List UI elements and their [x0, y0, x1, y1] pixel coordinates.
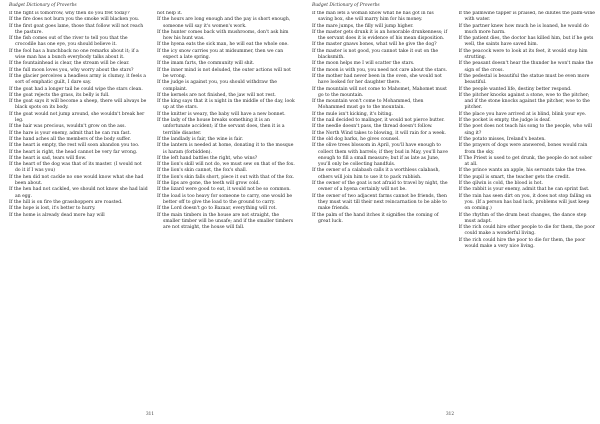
proverb-entry: If the hope is lost, it's better to hurry.: [9, 206, 96, 212]
proverb-entry: If the heart of the dog was that of its master. (I would not do it if I was you): [9, 162, 142, 174]
proverb-entry: If the prayers of dogs were answered, bones would rain from the sky.: [458, 143, 588, 155]
proverb-entry: If the mother had never been in the oven, she would not have looked for her daughter there.: [312, 73, 442, 86]
proverb-entry: If the pitcher knocks against a stone, woe to the pitcher; and if the stone knocks against the pitcher, woe to the pitcher.: [458, 92, 590, 111]
proverb-entry: If the lion's skill will not do, we must sew on that of the fox.: [157, 162, 295, 168]
proverb-entry: If the lady of the house breaks something it is an unfortunate accident; if the servant does, then it is a terrible disaster.: [157, 118, 285, 136]
column-right: [459, 11, 597, 402]
proverb-entry: If the fight is tomorrow, why then do you fret today?: [9, 11, 130, 16]
proverb-entry: If the moon helps me I will scatter the stars.: [312, 61, 415, 67]
proverb-entry: If the hyena eats the sick man, he will eat the whole one.: [157, 42, 289, 48]
proverb-entry: If the goat rejects the grass, its belly is full.: [9, 92, 110, 98]
proverb-entry: If the owner of a calabash calls it a worthless calabash, others will join him to use it to pack rubbish.: [312, 168, 440, 180]
proverb-entry: If the poet does not teach his song to the people, who will sing it?: [458, 124, 593, 136]
proverb-entry: If the master is not good, you cannot take it out on the blacksmith.: [312, 48, 439, 61]
proverb-entry: If the pupil is smart, the teacher gets the credit.: [458, 174, 570, 180]
proverb-entry: If the hunter comes back with mushrooms, don't ask him how his hunt was.: [157, 29, 289, 42]
proverb-entry: If the palmwine tapper is praised, he dilutes the palm-wine with water.: [458, 11, 595, 23]
proverb-entry: If the heart is right, the head cannot be very far wrong.: [9, 149, 138, 155]
proverb-entry: If the North Wind takes to blowing, it will rain for a week.: [312, 130, 446, 136]
proverb-entry: If the pedestal is beautiful the statue must be even more beautiful.: [458, 73, 590, 86]
proverb-entry: If the landlady is fair, the wine is fair.: [157, 136, 244, 142]
proverb-entry: If the potato misses, Ireland's beaten.: [458, 136, 546, 142]
proverb-entry: If the hair was precious, wouldn't grow on the ass.: [9, 124, 126, 130]
proverb-entry: If the hours are long enough and the pay is short enough, someone will say it's women's work.: [157, 17, 291, 29]
proverb-entry: If the kernels are not finished, the jaw will not rest.: [157, 92, 276, 98]
proverb-entry: If the mountain will not come to Mahomet, Mahomet must go to the mountain.: [312, 86, 447, 98]
proverb-entry: If the judge is against you, you should withdraw the complaint.: [157, 80, 277, 92]
proverb-entry: If the rich could hire other people to die for them, the poor could make a wonderful living.: [458, 225, 595, 237]
proverb-entry: If the first goat goes lame, those that follow will not reach the pasture.: [9, 23, 144, 35]
proverb-entry: If the people wanted life, destiny better respond.: [458, 86, 572, 92]
column-right: [157, 11, 296, 402]
proverb-entry: If the goat had a longer tail he could wipe the stars clean.: [9, 86, 143, 92]
proverb-entry: If the glacier perceives a headless army is clumsy, it feels a sort of emphatic guilt, I dare say.: [9, 73, 146, 86]
right-page: [300, 0, 600, 424]
proverb-entry: If the rhythm of the drum beat changes, the dance step must adapt.: [458, 212, 587, 224]
proverb-entry: If the fire does not burn you the smoke will blacken you.: [9, 17, 140, 23]
proverb-entry: If the load is too heavy for someone to carry, one would be better off to give the load to the ground to carry.: [157, 193, 293, 205]
proverb-entry: If the knitter is weary, the baby will have a new bonnet.: [157, 111, 286, 117]
proverb-entry: If the mare jumps, the filly will jump higher.: [312, 23, 414, 29]
proverb-entry: If the fish comes out of the river to tell you that the crocodile has one eye, you should believe it.: [9, 36, 128, 48]
page-number: 311: [146, 411, 154, 416]
proverb-entry: If the old dog barks, he gives counsel.: [312, 136, 400, 142]
proverb-entry: If the peacock were to look at its feet, it would stop him strutting.: [458, 48, 588, 61]
proverb-entry: If the needle doesn't pass, the thread doesn't follow.: [312, 124, 433, 130]
proverb-entry: If the home is already dead more hay will: [9, 212, 105, 218]
column-left: [312, 11, 450, 402]
proverb-entry: If the moon is with you, you need not care about the stars.: [312, 67, 448, 73]
page-number: 312: [446, 411, 454, 416]
proverb-entry: If the hen did not cackle no one would know what she had been about.: [9, 174, 144, 187]
proverb-entry: If the owner of two adjacent farms cannot be friends, then they must wait till their next reincarnation to be able to make friends.: [312, 193, 447, 212]
proverb-entry: If the pocket is empty, the judge is deaf.: [458, 118, 551, 124]
running-head: Budget Dictionary of Proverbs: [9, 3, 77, 8]
proverb-entry: If the goat says it will become a sheep, there will always be black spots on its body.: [9, 99, 147, 111]
proverb-entry: If the master gets drunk it is an honorable drunkenness; if the servant does it is evidence of his mean disposition.: [312, 29, 448, 42]
proverb-entry: If the rabbit is your enemy, admit that he can sprint fast.: [458, 187, 590, 193]
proverb-entry: If the hen had not cackled, we should not know she had laid an egg.: [9, 187, 148, 199]
proverb-entry: not help it.: [157, 11, 183, 16]
proverb-entry: If the icy snow carries you at midsummer, then we can expect a late spring.: [157, 48, 284, 61]
proverb-entry: If the mountain won't come to Mohammed, then Mohammed must go to the mountain.: [312, 99, 424, 111]
proverb-entry: If The Priest is used to get drunk, the people do not sober at all.: [458, 155, 593, 168]
proverb-entry: If the inner mind is not deluded, the outer actions will not be wrong.: [157, 67, 291, 79]
proverb-entry: If the qilwin is cold, the blood is hot.: [458, 181, 543, 187]
proverb-entry: If the prince wants an apple, his servants take the tree.: [458, 168, 587, 174]
proverb-entry: If the place you have arrived at is blind, blink your eye.: [458, 111, 587, 117]
text-columns: [9, 11, 296, 402]
proverb-entry: If the partner knew how much he is loaned, he would do much more harm.: [458, 23, 589, 35]
proverb-entry: If the lion's skin falls short, piece it out with that of the fox.: [157, 174, 295, 180]
proverb-entry: If the heart is sad, tears will flow.: [9, 155, 87, 161]
proverb-entry: If the palm of the hand itches it signifies the coming of great luck.: [312, 212, 439, 224]
proverb-entry: If the rich could hire the poor to die for them, the poor would make a very nice living.: [458, 237, 586, 249]
proverb-entry: If the main timbers in the house are not straight, the smaller timber will be unsafe; and if the smaller timbers are not straight, the house will fall.: [157, 212, 294, 231]
proverb-entry: If the lion's skin cannot, the fox's shall.: [157, 168, 248, 174]
proverb-entry: If the owner of the goat is not afraid to travel by night, the owner of a hyena certainly will not be.: [312, 181, 448, 193]
proverb-entry: If the rain has seen dirt on you, it does not stop falling on you. (If a person has bad luck, problems will just keep on coming.): [458, 193, 592, 212]
proverb-entry: If the peasant doesn't hear the thunder he won't make the sign of the cross.: [458, 61, 594, 73]
proverb-entry: If the heart is empty, the rest will soon abandon you too.: [9, 143, 140, 149]
proverb-entry: If the hand aches all the members of the body suffer.: [9, 136, 131, 142]
proverb-entry: If the lantern is needed at home, donating it to the mosque is haram (forbidden).: [157, 143, 294, 155]
proverb-entry: If the master gnaws bones, what will he give the dog?: [312, 42, 437, 48]
proverb-entry: If the left hand battles the right, who wins?: [157, 155, 258, 161]
column-left: [9, 11, 148, 402]
proverb-entry: If the mule isn't kicking, it's biting.: [312, 111, 393, 117]
proverb-entry: If the full moon loves you, why worry about the stars?: [9, 67, 134, 73]
proverb-entry: If the patient dies, the doctor has killed him, but if he gets well, the saints have saved him.: [458, 36, 594, 48]
proverb-entry: If the hare is your enemy, admit that he can run fast.: [9, 130, 131, 136]
proverb-entry: If the goat would not jump around, she wouldn't break her leg.: [9, 111, 145, 124]
proverb-entry: If the Lord doesn't go to Bazaar, everything will rot.: [157, 206, 277, 212]
proverb-entry: If the imam farts, the community will shit.: [157, 61, 255, 67]
proverb-entry: If the nail decided to malinger, it would not pierce butter.: [312, 118, 445, 124]
text-columns: [312, 11, 596, 402]
proverb-entry: If the king says that it is night in the middle of the day, look up at the stars.: [157, 99, 295, 111]
proverb-entry: If the man lets a woman know what he has got in his saving box, she will marry him for his money.: [312, 11, 434, 23]
proverb-entry: If the lizard were good to eat, it would not be so common.: [157, 187, 291, 193]
running-head: Budget Dictionary of Proverbs: [312, 3, 380, 8]
proverb-entry: If the olive trees blossom in April, you'll have enough to collect them with barrels; if they bud in May, you'll have enough to fill a small measure; but if as late as June, you'll only be collecting handfuls.: [312, 143, 448, 168]
proverb-entry: If the hill is on fire the grasshoppers are roasted.: [9, 199, 123, 205]
proverb-entry: If the fool has a hunchback no one remarks about it; if a wise man has a bunch everybody talks about it.: [9, 48, 139, 61]
proverb-entry: If the fountainhead is clear, the stream will be clear.: [9, 61, 130, 67]
proverb-entry: If the lips are gone, the teeth will grow cold.: [157, 181, 260, 187]
